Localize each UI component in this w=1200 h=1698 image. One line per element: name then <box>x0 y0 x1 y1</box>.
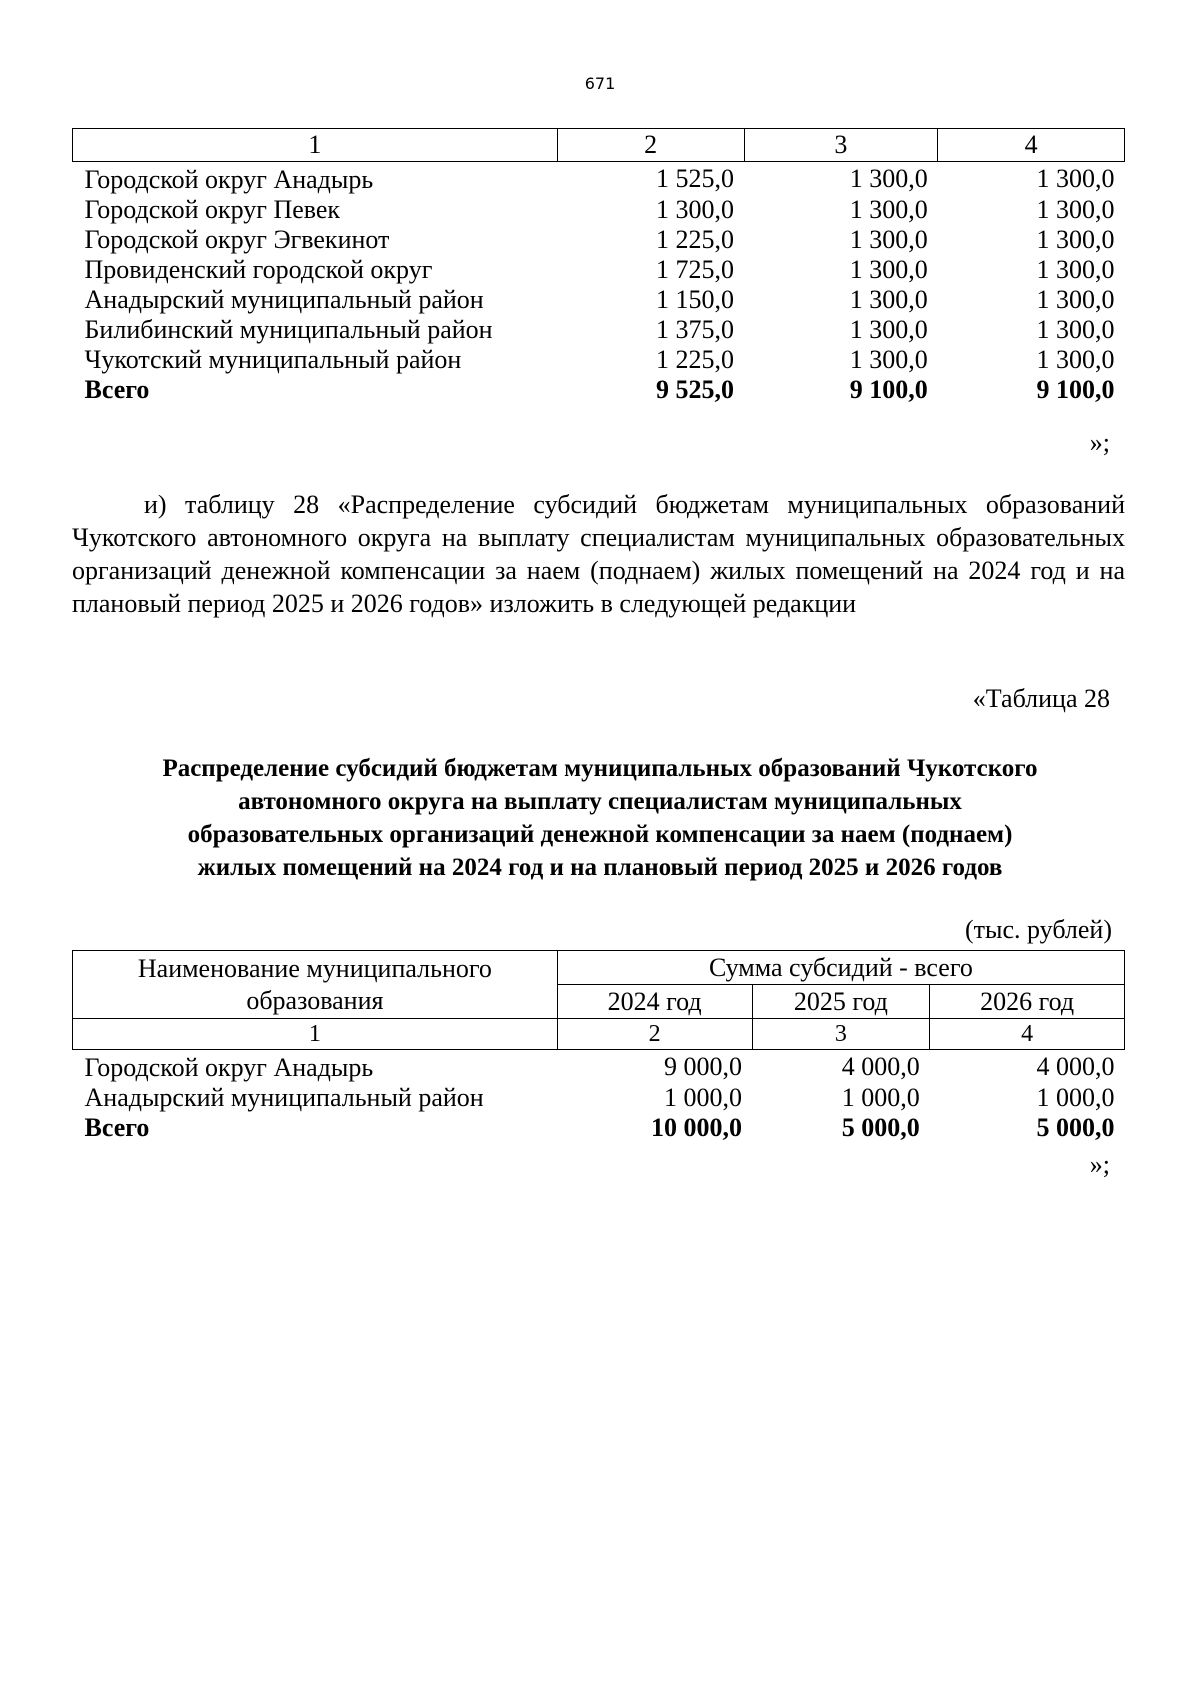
row-name: Анадырский муниципальный район <box>84 285 484 314</box>
table-row <box>73 225 1125 255</box>
cell: 1 300,0 <box>849 225 928 254</box>
cell: 1 525,0 <box>656 163 735 193</box>
title-line: жилых помещений на 2024 год и на плановый период 2025 и 2026 годов <box>197 854 1003 881</box>
page-number: 671 <box>584 74 616 93</box>
paragraph-rest: Чукотского автономного округа на выплату специалистам муниципальных образовательных организаций денежной компенсации за наем (поднаем) жилых помещений на 2024 год и на плановый период 2025 и 2026 годов» изложить в следующей редакции <box>72 523 1125 618</box>
amendment-paragraph <box>72 488 1125 620</box>
closing-quote: »; <box>1089 428 1110 457</box>
cell: 1 300,0 <box>849 255 928 284</box>
total-cell: 9 100,0 <box>1036 375 1115 404</box>
table-header-row <box>73 951 1125 985</box>
cell: 1 300,0 <box>1036 285 1115 314</box>
cell: 1 300,0 <box>849 285 928 314</box>
cell: 1 300,0 <box>1036 315 1115 344</box>
cell: 9 000,0 <box>664 1051 743 1081</box>
municipality-header: Наименование муниципального образования <box>73 951 558 1019</box>
row-name: Городской округ Анадырь <box>84 1053 374 1082</box>
row-name: Провиденский городской округ <box>84 255 433 284</box>
cell: 1 000,0 <box>1036 1083 1115 1112</box>
total-cell: 9 525,0 <box>656 375 735 404</box>
year-header: 2026 год <box>930 985 1125 1019</box>
total-cell: 10 000,0 <box>651 1113 743 1142</box>
table-row <box>73 1050 1125 1084</box>
table-row <box>73 195 1125 225</box>
cell: 1 300,0 <box>1036 163 1115 193</box>
subsidy-table <box>72 950 1125 1143</box>
table-title <box>60 752 1140 884</box>
cell: 4 000,0 <box>841 1051 920 1081</box>
cell: 1 375,0 <box>656 315 735 344</box>
table-row <box>73 315 1125 345</box>
cell: 1 300,0 <box>1036 225 1115 254</box>
header-cell: 1 <box>73 129 558 162</box>
cell: 1 300,0 <box>656 195 735 224</box>
cell: 1 725,0 <box>656 255 735 284</box>
cell: 1 300,0 <box>1036 255 1115 284</box>
row-name: Городской округ Эгвекинот <box>84 225 390 254</box>
row-name: Анадырский муниципальный район <box>84 1083 484 1112</box>
row-name: Чукотский муниципальный район <box>84 345 462 374</box>
header-cell: 2 <box>557 129 744 162</box>
year-header: 2024 год <box>557 985 752 1019</box>
cell: 1 300,0 <box>849 163 928 193</box>
row-name: Городской округ Певек <box>84 195 341 224</box>
table-row <box>73 162 1125 196</box>
table-row <box>73 255 1125 285</box>
table-label: «Таблица 28 <box>972 684 1110 713</box>
cell: 1 000,0 <box>841 1083 920 1112</box>
cell: 1 300,0 <box>849 195 928 224</box>
total-label: Всего <box>84 375 150 404</box>
total-cell: 9 100,0 <box>849 375 928 404</box>
total-cell: 5 000,0 <box>841 1113 920 1142</box>
table-row <box>73 345 1125 375</box>
sum-header: Сумма субсидий - всего <box>557 951 1124 985</box>
index-row <box>73 1019 1125 1050</box>
cell: 1 300,0 <box>849 345 928 374</box>
cell: 1 300,0 <box>1036 345 1115 374</box>
row-name: Городской округ Анадырь <box>84 165 374 194</box>
index-cell: 2 <box>557 1019 752 1050</box>
cell: 1 225,0 <box>656 345 735 374</box>
table-row <box>73 285 1125 315</box>
table-header-row <box>73 129 1125 162</box>
cell: 1 300,0 <box>849 315 928 344</box>
total-cell: 5 000,0 <box>1036 1113 1115 1142</box>
units-label: (тыс. рублей) <box>964 915 1112 944</box>
cell: 1 150,0 <box>656 285 735 314</box>
paragraph-first-line: и) таблицу 28 «Распределение субсидий бюджетам муниципальных образований <box>144 490 1125 519</box>
table-continuation <box>72 128 1125 405</box>
header-cell: 4 <box>938 129 1125 162</box>
title-line: автономного округа на выплату специалистам муниципальных <box>238 788 962 815</box>
title-line: Распределение субсидий бюджетам муниципальных образований Чукотского <box>162 755 1038 782</box>
table-row <box>73 1083 1125 1113</box>
total-row <box>73 375 1125 405</box>
index-cell: 4 <box>930 1019 1125 1050</box>
total-label: Всего <box>84 1113 150 1142</box>
index-cell: 1 <box>73 1019 558 1050</box>
year-header: 2025 год <box>752 985 930 1019</box>
cell: 1 225,0 <box>656 225 735 254</box>
index-cell: 3 <box>752 1019 930 1050</box>
title-line: образовательных организаций денежной компенсации за наем (поднаем) <box>187 821 1013 848</box>
row-name: Билибинский муниципальный район <box>84 315 493 344</box>
cell: 1 300,0 <box>1036 195 1115 224</box>
cell: 1 000,0 <box>664 1083 743 1112</box>
total-row <box>73 1113 1125 1143</box>
closing-quote: »; <box>1089 1150 1110 1179</box>
header-cell: 3 <box>744 129 938 162</box>
cell: 4 000,0 <box>1036 1051 1115 1081</box>
